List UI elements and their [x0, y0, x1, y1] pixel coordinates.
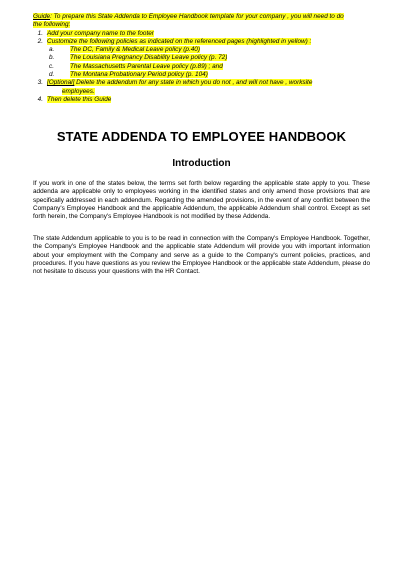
guide-step-4: 4. Then delete this Guide	[37, 95, 112, 103]
guide-sub-item-a: a. The DC, Family & Medical Leave policy (p.40)	[49, 46, 200, 54]
guide-step-2: 2. Customize the following policies as indicated on the referenced pages (highlighted in yellow) :	[37, 37, 312, 45]
guide-intro-cont: the following:	[33, 21, 71, 29]
guide-label: Guide	[33, 13, 51, 20]
intro-paragraph-1: If you work in one of the states below, the terms set forth below regarding the applicable state apply to you. These addenda are applicable only to employees working in the identified states and only amend those provisions that are specifically addressed in each addendum. Regarding the amended provisions, in the event of any conflict between the Company's Employee Handbook and the applicable Addendum, the applicable Addendum shall control. Except as set forth herein, the Company's Employee Handbook is not modified by these Addenda.	[33, 180, 370, 221]
guide-step-3-cont: employees.	[62, 87, 95, 95]
document-title: STATE ADDENDA TO EMPLOYEE HANDBOOK	[56, 129, 347, 144]
guide-sub-item-c: c. The Massachusetts Parental Leave policy (p.89) ; and	[49, 62, 223, 70]
guide-sub-item-d: d. The Montana Probationary Period policy (p. 104)	[49, 71, 208, 79]
section-heading: Introduction	[172, 158, 231, 169]
guide-step-1: 1. Add your company name to the footer	[37, 29, 154, 37]
optional-tag: [Optional]	[47, 79, 75, 87]
guide-intro-text: : To prepare this State Addenda to Employee Handbook template for your company , you will need to do	[50, 13, 344, 20]
guide-intro	[33, 13, 368, 21]
intro-paragraph-2: The state Addendum applicable to you is to be read in connection with the Company's Employee Handbook. Together, the Company's Employee Handbook and the applicable state Addendum will provide you with important information about your employment with the Company and serve as a guide to the Company's current policies, practices, and procedures. If you have questions as you review the Employee Handbook or the applicable state Addendum, please do not hesitate to discuss your questions with the HR Contact.	[33, 235, 370, 276]
guide-step-3: 3. [Optional] Delete the addendum for any state in which you do not , and will not have , worksite	[37, 79, 313, 87]
guide-sub-item-b: b. The Louisiana Pregnancy Disability Leave policy (p. 72)	[49, 54, 228, 62]
guide-box	[33, 13, 368, 104]
